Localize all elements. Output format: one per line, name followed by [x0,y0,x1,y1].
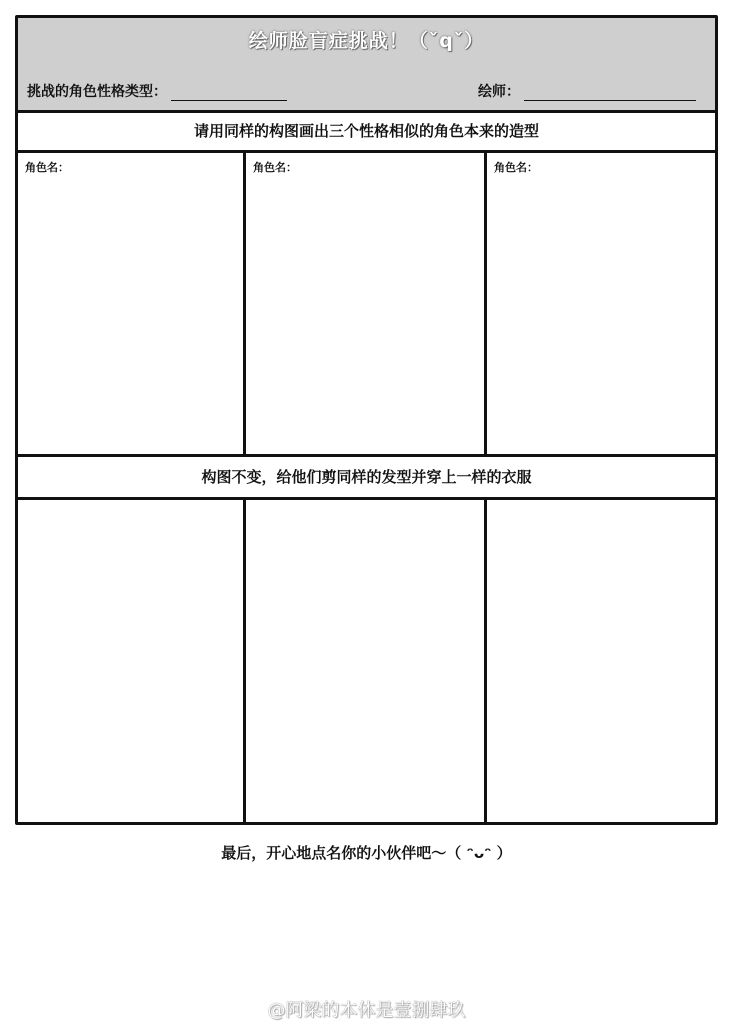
character-type-field [27,81,287,101]
character-name-label: 角色名： [253,161,297,174]
drawing-cell-6[interactable] [487,500,715,822]
sheet-header [18,18,715,113]
character-name-label: 角色名： [25,161,69,174]
artist-field [478,81,696,101]
watermark: @阿梁的本体是壹捌肆玖 [267,1000,466,1021]
instruction-original: 请用同样的构图画出三个性格相似的角色本来的造型 [18,113,715,153]
same-outfit-grid [18,500,715,822]
drawing-cell-3[interactable] [487,153,715,454]
character-type-label: 挑战的角色性格类型： [27,84,167,100]
footer-text: 最后，开心地点名你的小伙伴吧～（ ᵔᴗᵔ ） [221,844,512,862]
sheet-title: 绘师脸盲症挑战！（ˇqˇ） [248,30,485,52]
drawing-cell-5[interactable] [246,500,487,822]
challenge-sheet [15,15,718,825]
artist-label: 绘师： [478,84,520,100]
original-design-grid [18,153,715,454]
character-name-label: 角色名： [494,161,538,174]
artist-blank[interactable] [524,84,696,101]
character-type-blank[interactable] [171,84,287,101]
drawing-cell-1[interactable] [18,153,246,454]
drawing-cell-2[interactable] [246,153,487,454]
instruction-same-outfit: 构图不变，给他们剪同样的发型并穿上一样的衣服 [18,454,715,500]
drawing-cell-4[interactable] [18,500,246,822]
